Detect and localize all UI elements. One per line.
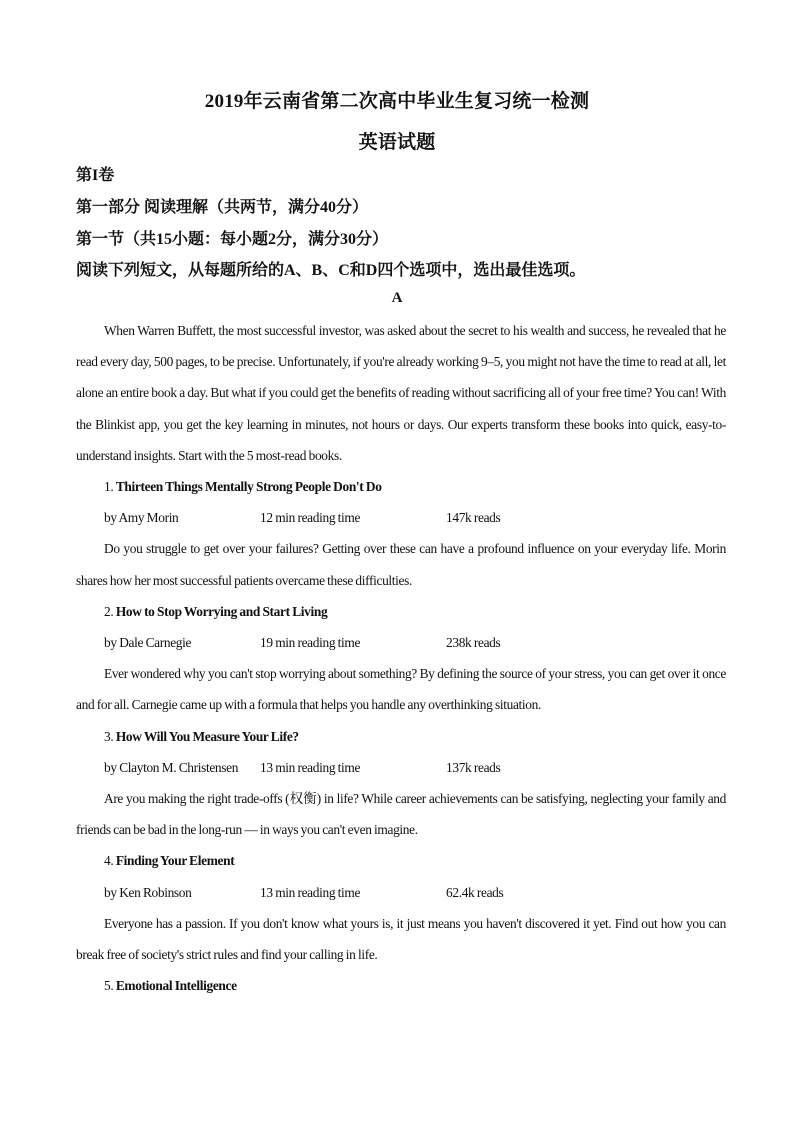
passage-intro: When Warren Buffett, the most successful investor, was asked about the secret to his wealth and success, he revealed that he read every day, 500 pages, to be precise. Unfortunately, if you're already working 9–5, you might not have the time to read at all, let alone an entire book a day. But what if you could get the benefits of reading without sacrificing all of your free time? You can! With the Blinkist app, you get the key learning in minutes, not hours or days. Our experts transform these books into quick, easy-to-understand insights. Start with the 5 most-read books. [76,323,726,463]
book-title: How to Stop Worrying and Start Living [115,603,328,619]
book-title-row [76,596,726,627]
book-description: Are you making the right trade-offs (权衡) in life? While career achievements can be satisfying, neglecting your family and friends can be bad in the long-run — in ways you can't even imagine. [76,791,726,838]
book-reads: 62.4k reads [446,884,504,900]
book-title: Emotional Intelligence [115,978,237,994]
book-author: by Dale Carnegie [104,635,192,651]
book-reading-time: 19 min reading time [260,635,361,651]
passage-body [76,315,726,1001]
book-number: 3. [104,728,114,744]
book-description: Everyone has a passion. If you don't know what yours is, it just means you haven't discovered it yet. Find out how you can break free of society's strict rules and find your calling in life. [76,915,726,963]
passage-letter: A [391,290,403,306]
exam-subtitle: 英语试题 [358,132,436,153]
book-description: Do you struggle to get over your failures? Getting over these can have a profound influence on your everyday life. Morin shares how her most successful patients overcame these difficulties. [76,541,726,588]
book-author: by Ken Robinson [104,884,192,900]
book-meta-row [76,502,726,533]
book-author: by Clayton M. Christensen [104,759,239,775]
section-heading: 第一节（共15小题：每小题2分，满分30分） [76,231,389,248]
book-number: 4. [104,853,114,869]
book-meta-row [76,627,726,658]
volume-heading: 第I卷 [76,167,115,184]
book-reads: 147k reads [446,510,501,526]
book-title: Thirteen Things Mentally Strong People Don't Do [115,479,382,495]
book-description: Ever wondered why you can't stop worrying about something? By defining the source of your stress, you can get over it once and for all. Carnegie came up with a formula that helps you handle any overthinking situation. [76,666,726,713]
book-author: by Amy Morin [104,510,179,526]
book-reading-time: 12 min reading time [260,510,361,526]
book-title-row [76,845,726,876]
part-heading: 第一部分 阅读理解（共两节，满分40分） [76,199,369,216]
book-title-row [76,721,726,752]
book-reads: 238k reads [446,635,501,651]
book-title: Finding Your Element [115,853,235,869]
book-reading-time: 13 min reading time [260,884,361,900]
book-meta-row [76,877,726,908]
book-reads: 137k reads [446,759,501,775]
exam-title: 2019年云南省第二次高中毕业生复习统一检测 [204,91,590,112]
instruction-text: 阅读下列短文，从每题所给的A、B、C和D四个选项中，选出最佳选项。 [76,262,586,279]
book-title-row [76,471,726,502]
book-title: How Will You Measure Your Life? [115,728,299,744]
book-title-row [76,970,726,1001]
book-meta-row [76,752,726,783]
book-number: 1. [104,479,114,495]
book-number: 5. [104,978,114,994]
book-number: 2. [104,603,114,619]
book-reading-time: 13 min reading time [260,759,361,775]
